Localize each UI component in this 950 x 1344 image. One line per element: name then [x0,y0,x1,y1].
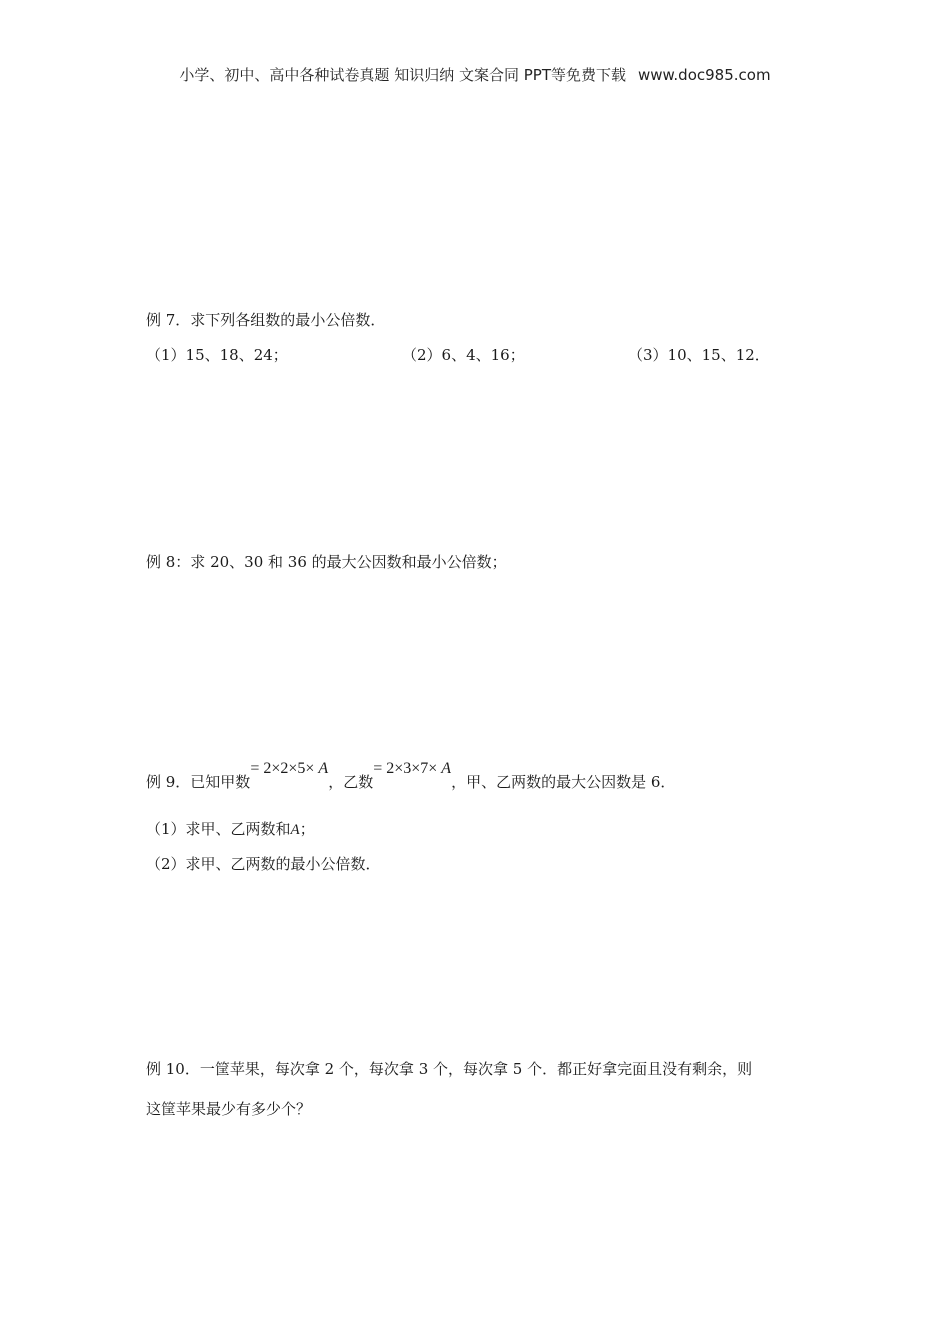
example-10-line-1: 例 10．一筐苹果，每次拿 2 个，每次拿 3 个，每次拿 5 个．都正好拿完面且没有剩余，则 [146,1060,753,1078]
example-9-prefix: 例 9．已知甲数 [146,773,251,791]
page-header [0,64,950,85]
example-7-part-1: （1）15、18、24； [146,346,288,364]
q1-suffix: ； [299,820,315,838]
example-9-expr-yi [373,759,451,779]
example-9-mid: ，乙数 [328,773,374,791]
q1-prefix: （1）求甲、乙两数和 [146,820,291,838]
example-10-line-2: 这筐苹果最少有多少个？ [146,1100,312,1118]
example-9-title [146,760,676,793]
expr-jia-var: A [318,760,329,777]
example-9-question-2: （2）求甲、乙两数的最小公倍数． [146,855,381,873]
expr-yi-text: = 2×3×7× [373,760,438,777]
example-7-part-3: （3）10、15、12． [628,346,770,364]
example-7-part-2: （2）6、4、16； [402,346,525,364]
expr-yi-var: A [441,760,452,777]
example-9-suffix: ，甲、乙两数的最大公因数是 6． [451,773,676,791]
example-7-parts [0,345,950,365]
q1-var: A [290,822,300,838]
example-8-title: 例 8：求 20、30 和 36 的最大公因数和最小公倍数； [146,553,507,571]
example-7-title: 例 7．求下列各组数的最小公倍数． [146,311,386,329]
header-site: www.doc985.com [637,66,771,84]
expr-jia-text: = 2×2×5× [250,760,315,777]
header-text: 小学、初中、高中各种试卷真题 知识归纳 文案合同 PPT等免费下载 [179,66,626,84]
example-9-expr-jia [250,759,328,779]
example-9-question-1 [146,819,315,840]
